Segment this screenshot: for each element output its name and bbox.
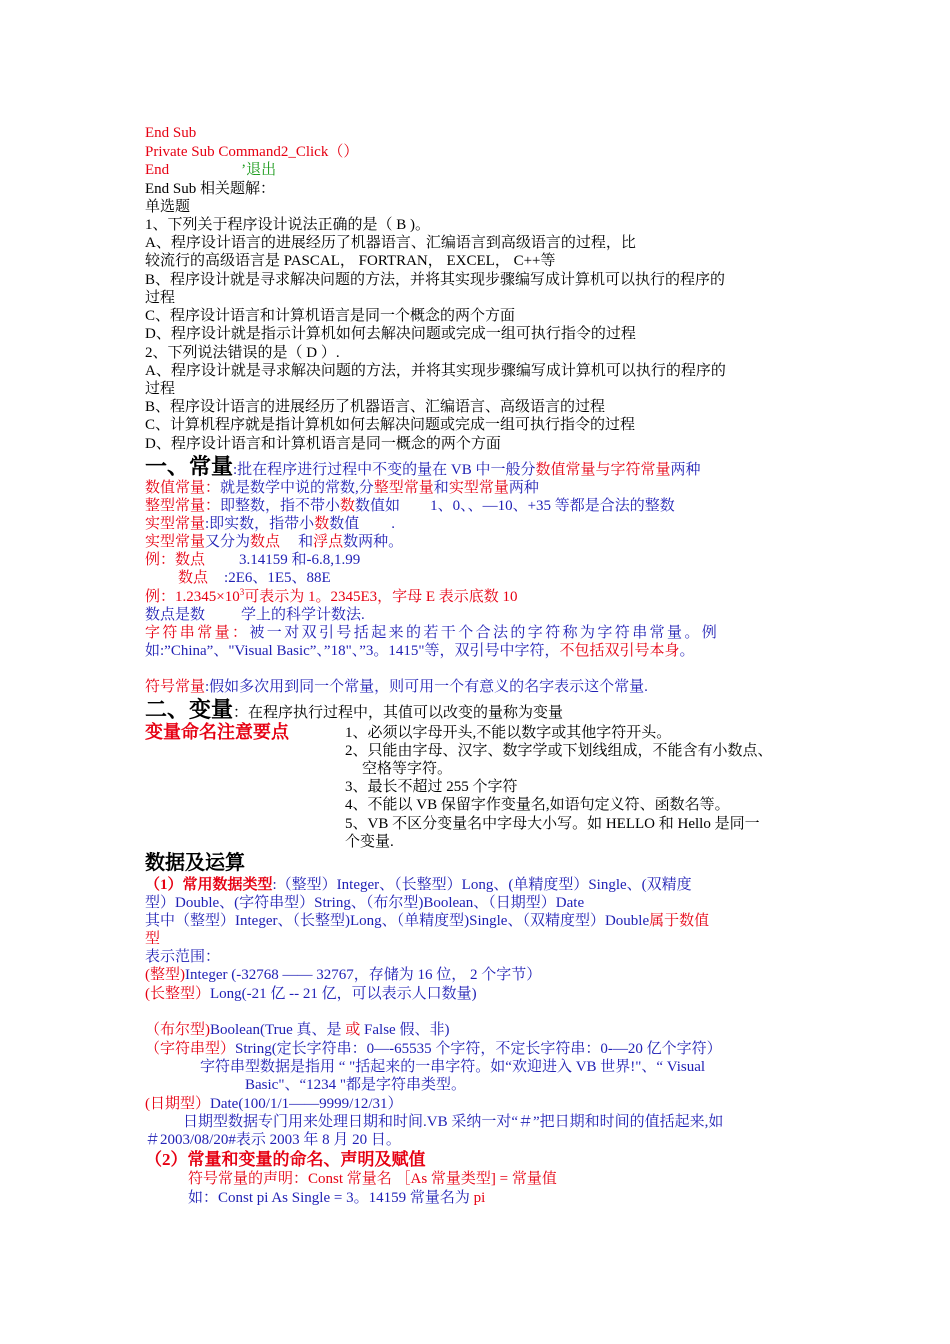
option-text: A、程序设计就是寻求解决问题的方法，并将其实现步骤编写成计算机可以执行的程序的 xyxy=(145,363,726,379)
term: 数 xyxy=(145,607,161,623)
highlight: pi xyxy=(473,1190,486,1206)
term: 数 xyxy=(250,534,266,550)
term: 字符串常量： xyxy=(145,625,250,641)
declaration-line: 符号常量的声明：Const 常量名 ［As 常量类型] = 常量值 xyxy=(188,1171,557,1187)
desc: 3.14159 和-6.8,1.99 xyxy=(239,552,361,568)
term: 实型常量 xyxy=(448,480,509,496)
desc: 是数 xyxy=(175,607,206,623)
desc: 例：1.2345×10 xyxy=(145,589,240,605)
desc: 可表示为 1。2345E3，字母 E 表示底数 10 xyxy=(244,589,518,605)
desc: . xyxy=(391,516,395,532)
term: 实型常量 xyxy=(145,534,206,550)
naming-rule: 空格等字符。 xyxy=(362,761,453,777)
example-line xyxy=(178,569,331,587)
desc: :假如多次用到同一个常量，则可用一个有意义的名字表示这个常量. xyxy=(205,679,648,695)
option-text: D、程序设计就是指示计算机如何去解决问题或完成一组可执行指令的过程 xyxy=(145,326,636,342)
naming-rule: 个变量. xyxy=(345,834,394,850)
heading-desc: :批在程序进行过程中不变的量在 VB 中一般分 xyxy=(233,462,536,478)
type-line: 型）Double、(字符串型）String、（布尔型)Boolean、（日期型）Date xyxy=(145,895,585,911)
definition-line xyxy=(145,533,403,551)
definition-line xyxy=(145,642,695,660)
term: (日期型） xyxy=(145,1096,210,1112)
heading-highlight: 数值常量与字符常量 xyxy=(535,462,671,478)
variables-heading xyxy=(145,698,563,722)
option-text: 过程 xyxy=(145,381,176,397)
heading-title: 二、变量 xyxy=(145,697,234,722)
naming-rule: 2、只能由字母、汉字、数字学或下划线组成，不能含有小数点、 xyxy=(345,743,773,759)
type-line xyxy=(145,876,692,894)
naming-rule: 3、最长不超过 255 个字符 xyxy=(345,779,518,795)
term: 点 xyxy=(265,534,281,550)
naming-rule: 5、VB 不区分变量名中字母大小写。如 HELLO 和 Hello 是同一 xyxy=(345,816,760,832)
variable-naming-title: 变量命名注意要点 xyxy=(145,722,289,742)
naming-rule: 1、必须以字母开头,不能以数字或其他字符开头。 xyxy=(345,725,672,741)
type-line: 表示范围： xyxy=(145,949,221,965)
desc: 即整数，指不带小 xyxy=(220,498,341,514)
term: 点 xyxy=(190,552,206,568)
desc: Date(100/1/1——9999/12/31） xyxy=(210,1096,403,1112)
code-line xyxy=(145,161,276,179)
example-line xyxy=(145,588,518,606)
code-comment: ’退出 xyxy=(241,162,277,178)
desc: Boolean(True 真、是 xyxy=(210,1022,346,1038)
definition-line xyxy=(145,606,365,624)
option-text: C、程序设计语言和计算机语言是同一个概念的两个方面 xyxy=(145,308,516,324)
term: 浮点 xyxy=(313,534,344,550)
term: 实型常量 xyxy=(145,516,206,532)
highlight: 不包括双引号本身 xyxy=(559,643,680,659)
label: 例： xyxy=(145,552,176,568)
term: 数 xyxy=(175,552,191,568)
option-text: C、计算机程序就是指计算机如何去解决问题或完成一组可执行指令的过程 xyxy=(145,417,636,433)
desc: Long(-21 亿 -- 21 亿，可以表示人口数量) xyxy=(210,986,477,1002)
option-text: B、程序设计语言的进展经历了机器语言、汇编语言、高级语言的过程 xyxy=(145,399,606,415)
heading-title: 一、常量 xyxy=(145,454,234,479)
desc: :即实数，指带小 xyxy=(205,516,315,532)
definition-line xyxy=(145,515,395,533)
range-line xyxy=(145,1021,449,1039)
question-text: 1、下列关于程序设计说法正确的是（ B )。 xyxy=(145,217,431,233)
data-ops-heading: 数据及运算 xyxy=(145,852,245,874)
desc: String(定长字符串：0—-65535 个字符，不定长字符串：0-—20 亿个字符） xyxy=(235,1041,722,1057)
term: (整型) xyxy=(145,967,185,983)
term: 点 xyxy=(160,607,176,623)
declaration-line xyxy=(188,1189,485,1207)
range-line: Basic"、“1234 "都是字符串类型。 xyxy=(245,1077,466,1093)
desc: 数值 xyxy=(329,516,360,532)
desc: 数两种。 xyxy=(343,534,404,550)
desc: 两种 xyxy=(508,480,539,496)
naming-rule: 4、不能以 VB 保留字作变量名,如语句定义符、函数名等。 xyxy=(345,797,730,813)
definition-line xyxy=(145,479,539,497)
option-text: 过程 xyxy=(145,290,176,306)
desc: Integer (-32768 —— 32767，存储为 16 位， 2 个字节） xyxy=(185,967,542,983)
code-line: End Sub 相关题解： xyxy=(145,181,276,197)
term: 点 xyxy=(193,570,209,586)
heading-desc: ：在程序执行过程中，其值可以改变的量称为变量 xyxy=(233,705,564,721)
desc: 就是数学中说的常数,分 xyxy=(220,480,374,496)
code-keyword: End xyxy=(145,162,170,178)
desc: 如:”China”、"Visual Basic”、”18"、”3。1415"等，双引号中字符， xyxy=(145,643,560,659)
desc: 如：Const pi As Single = 3。14159 常量名为 xyxy=(188,1190,474,1206)
term: 数值常量： xyxy=(145,480,221,496)
desc: 数值如 xyxy=(355,498,401,514)
term: 符号常量 xyxy=(145,679,206,695)
option-text: 较流行的高级语言是 PASCAL， FORTRAN， EXCEL， C++等 xyxy=(145,253,556,269)
section-label: 单选题 xyxy=(145,199,191,215)
example-line xyxy=(145,551,360,569)
desc: False 假、非) xyxy=(360,1022,450,1038)
desc: 和 xyxy=(433,480,449,496)
desc: 被一对双引号括起来的若干个合法的字符称为字符串常量。例 xyxy=(249,625,720,641)
option-text: A、程序设计语言的进展经历了机器语言、汇编语言到高级语言的过程，比 xyxy=(145,235,636,251)
code-line: End Sub xyxy=(145,125,197,141)
definition-line xyxy=(145,497,675,515)
desc: :2E6、1E5、88E xyxy=(224,570,331,586)
definition-line xyxy=(145,678,648,696)
term: 整型常量 xyxy=(373,480,434,496)
superscript: 3 xyxy=(239,587,245,597)
definition-line xyxy=(145,624,719,642)
term: 数 xyxy=(340,498,356,514)
highlight: 或 xyxy=(345,1022,361,1038)
range-line xyxy=(145,985,477,1003)
range-line: 日期型数据专门用来处理日期和时间.VB 采纳一对“＃”把日期和时间的值括起来,如 xyxy=(183,1114,724,1130)
term: （字符串型） xyxy=(145,1041,236,1057)
term: (长整型） xyxy=(145,986,210,1002)
highlight: 属于数值 xyxy=(649,913,710,929)
range-line xyxy=(145,1040,722,1058)
desc: 又分为 xyxy=(205,534,251,550)
term: 数 xyxy=(314,516,330,532)
constants-heading xyxy=(145,455,701,479)
desc: 和 xyxy=(298,534,314,550)
term: 数 xyxy=(178,570,194,586)
term: 整型常量： xyxy=(145,498,221,514)
subheading: （1）常用数据类型 xyxy=(145,877,273,893)
range-line: 字符串型数据是指用 “ "括起来的一串字符。如“欢迎进入 VB 世界!"、“ Visual xyxy=(200,1059,706,1075)
naming-subheading: （2）常量和变量的命名、声明及赋值 xyxy=(145,1150,426,1169)
range-line xyxy=(145,1095,402,1113)
option-text: D、程序设计语言和计算机语言是同一概念的两个方面 xyxy=(145,436,501,452)
desc: 学上的科学计数法. xyxy=(241,607,365,623)
heading-desc: 两种 xyxy=(670,462,701,478)
question-text: 2、下列说法错误的是（ D ）. xyxy=(145,345,340,361)
option-text: B、程序设计就是寻求解决问题的方法，并将其实现步骤编写成计算机可以执行的程序的 xyxy=(145,272,726,288)
type-line: 型 xyxy=(145,931,161,947)
term: （布尔型) xyxy=(145,1022,210,1038)
range-line: ＃2003/08/20#表示 2003 年 8 月 20 日。 xyxy=(145,1132,401,1148)
code-line: Private Sub Command2_Click（） xyxy=(145,144,359,160)
desc: :（整型）Integer、（长整型）Long、(单精度型）Single、(双精度 xyxy=(272,877,692,893)
range-line xyxy=(145,966,541,984)
type-line xyxy=(145,912,709,930)
desc: 。 xyxy=(679,643,695,659)
desc: 1、0、、—10、+35 等都是合法的整数 xyxy=(430,498,675,514)
desc: 其中（整型）Integer、（长整型)Long、（单精度型)Single、（双精度型）Double xyxy=(145,913,650,929)
